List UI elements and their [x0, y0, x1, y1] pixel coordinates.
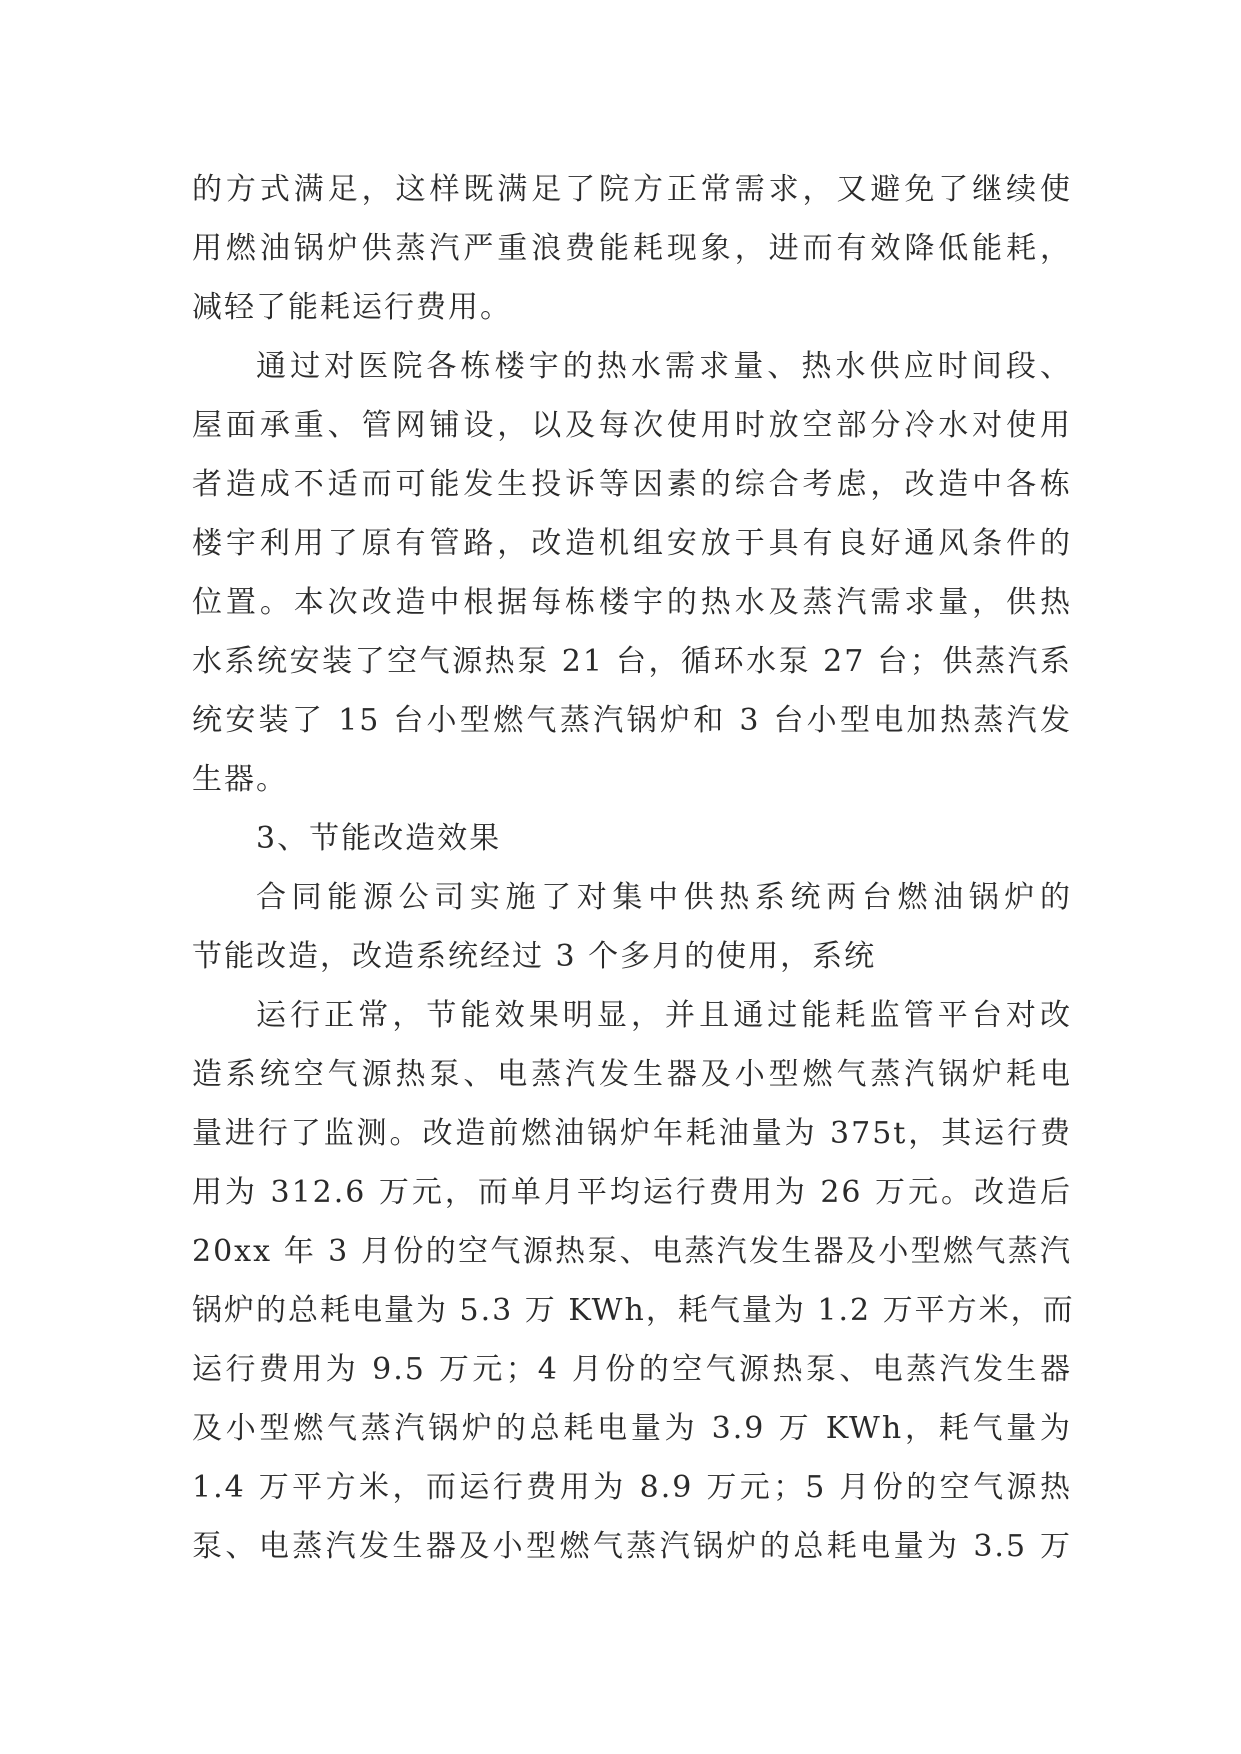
- text-line: 通过对医院各栋楼宇的热水需求量、热水供应时间段、: [256, 349, 1072, 384]
- section-heading: 3、节能改造效果: [256, 821, 502, 856]
- text-line: 的方式满足，这样既满足了院方正常需求，又避免了继续使: [192, 172, 1072, 207]
- text-line: 用为 312.6 万元，而单月平均运行费用为 26 万元。改造后: [192, 1175, 1072, 1210]
- text-line: 水系统安装了空气源热泵 21 台，循环水泵 27 台；供蒸汽系: [192, 644, 1072, 679]
- text-line: 合同能源公司实施了对集中供热系统两台燃油锅炉的: [256, 880, 1072, 915]
- text-line: 1.4 万平方米，而运行费用为 8.9 万元；5 月份的空气源热: [192, 1470, 1072, 1505]
- text-line: 位置。本次改造中根据每栋楼宇的热水及蒸汽需求量，供热: [192, 585, 1072, 620]
- text-line: 统安装了 15 台小型燃气蒸汽锅炉和 3 台小型电加热蒸汽发: [192, 703, 1072, 738]
- text-line: 锅炉的总耗电量为 5.3 万 KWh，耗气量为 1.2 万平方米，而: [192, 1293, 1075, 1328]
- text-line: 节能改造，改造系统经过 3 个多月的使用，系统: [192, 939, 877, 974]
- text-line: 运行正常，节能效果明显，并且通过能耗监管平台对改: [256, 998, 1072, 1033]
- text-line: 减轻了能耗运行费用。: [192, 290, 512, 325]
- text-line: 运行费用为 9.5 万元；4 月份的空气源热泵、电蒸汽发生器: [192, 1352, 1072, 1387]
- text-line: 屋面承重、管网铺设，以及每次使用时放空部分冷水对使用: [192, 408, 1072, 443]
- text-line: 20xx 年 3 月份的空气源热泵、电蒸汽发生器及小型燃气蒸汽: [192, 1234, 1072, 1269]
- text-line: 者造成不适而可能发生投诉等因素的综合考虑，改造中各栋: [192, 467, 1072, 502]
- text-line: 造系统空气源热泵、电蒸汽发生器及小型燃气蒸汽锅炉耗电: [192, 1057, 1072, 1092]
- text-line: 泵、电蒸汽发生器及小型燃气蒸汽锅炉的总耗电量为 3.5 万: [192, 1529, 1072, 1564]
- text-line: 及小型燃气蒸汽锅炉的总耗电量为 3.9 万 KWh，耗气量为: [192, 1411, 1072, 1446]
- text-line: 用燃油锅炉供蒸汽严重浪费能耗现象，进而有效降低能耗，: [192, 231, 1072, 266]
- text-line: 生器。: [192, 762, 288, 797]
- text-line: 楼宇利用了原有管路，改造机组安放于具有良好通风条件的: [192, 526, 1072, 561]
- body-text: [192, 160, 1075, 1576]
- text-line: 量进行了监测。改造前燃油锅炉年耗油量为 375t，其运行费: [192, 1116, 1072, 1151]
